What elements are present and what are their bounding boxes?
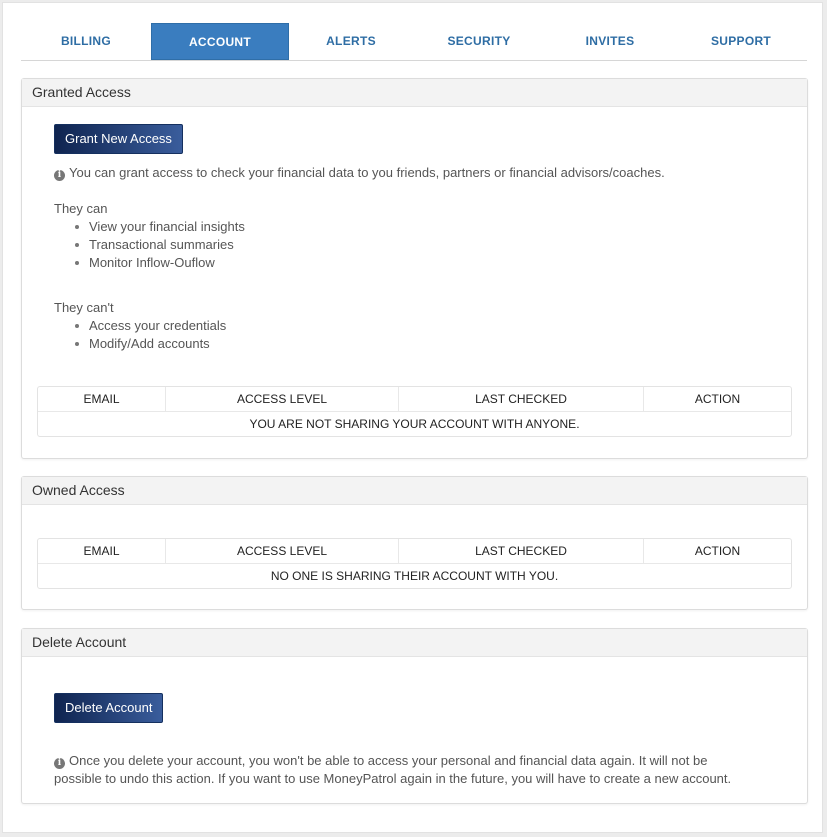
they-cant-title: They can't — [54, 300, 114, 315]
granted-access-heading: Granted Access — [22, 79, 807, 107]
column-last-checked: LAST CHECKED — [398, 387, 643, 411]
delete-info-line-1: Once you delete your account, you won't be able to access your personal and financial data again. It will not be — [69, 753, 708, 768]
info-circle-icon: i — [54, 170, 65, 181]
column-last-checked: LAST CHECKED — [398, 539, 643, 563]
delete-account-button[interactable]: Delete Account — [54, 693, 163, 723]
delete-account-heading: Delete Account — [22, 629, 807, 657]
owned-access-panel — [21, 476, 808, 610]
column-email: EMAIL — [83, 392, 120, 406]
tab-invites[interactable]: INVITES — [585, 34, 635, 48]
they-can-title: They can — [54, 201, 108, 216]
empty-table-message: NO ONE IS SHARING THEIR ACCOUNT WITH YOU. — [270, 569, 559, 583]
list-item: Modify/Add accounts — [54, 335, 226, 353]
tab-billing[interactable]: BILLING — [60, 34, 112, 48]
grant-info-text — [54, 165, 665, 181]
delete-info-text — [54, 752, 731, 788]
column-access-level: ACCESS LEVEL — [165, 387, 398, 411]
grant-info-message: You can grant access to check your financial data to you friends, partners or financial advisors/coaches. — [69, 165, 665, 180]
tab-security[interactable]: SECURITY — [447, 34, 511, 48]
granted-access-table — [37, 386, 792, 437]
owned-access-heading: Owned Access — [22, 477, 807, 505]
owned-access-table — [37, 538, 792, 589]
granted-access-panel — [21, 78, 808, 459]
table-header — [38, 539, 791, 564]
column-access-level: ACCESS LEVEL — [165, 539, 398, 563]
settings-tabs — [21, 23, 807, 61]
list-item: View your financial insights — [54, 218, 245, 236]
info-circle-icon: i — [54, 758, 65, 769]
column-action: ACTION — [643, 387, 791, 411]
column-email: EMAIL — [83, 544, 120, 558]
list-item: Access your credentials — [54, 317, 226, 335]
tab-alerts[interactable]: ALERTS — [326, 34, 376, 48]
tab-account[interactable]: ACCOUNT — [151, 23, 289, 60]
they-can-list — [54, 218, 245, 272]
list-item: Transactional summaries — [54, 236, 245, 254]
table-header — [38, 387, 791, 412]
list-item: Monitor Inflow-Ouflow — [54, 254, 245, 272]
column-action: ACTION — [643, 539, 791, 563]
empty-table-message: YOU ARE NOT SHARING YOUR ACCOUNT WITH ANYONE. — [249, 417, 580, 431]
tab-support[interactable]: SUPPORT — [710, 34, 772, 48]
grant-new-access-button[interactable]: Grant New Access — [54, 124, 183, 154]
they-cant-list — [54, 317, 226, 353]
delete-account-panel — [21, 628, 808, 804]
settings-page — [2, 2, 823, 833]
delete-info-line-2: possible to undo this action. If you want to use MoneyPatrol again in the future, you will have to create a new account. — [54, 771, 732, 786]
